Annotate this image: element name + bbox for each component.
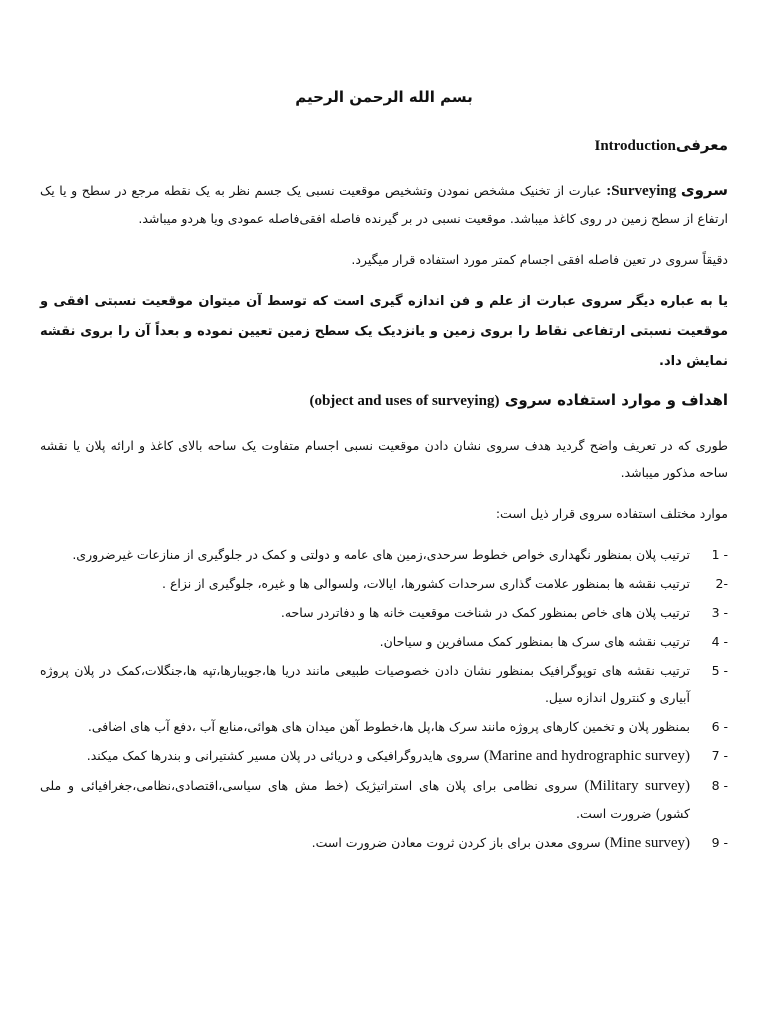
list-item-text: ترتیب پلان های خاص بمنظور کمک در شناخت موقعیت خانه ها و دفاتردر ساحه.: [280, 605, 690, 620]
list-intro: موارد مختلف استفاده سروی قرار ذیل است:: [495, 506, 728, 521]
list-item: [40, 657, 728, 711]
list-item-text: بمنظور پلان و تخمین کارهای پروژه مانند سرک ها،پل ها،خطوط آهن میدان های هوائی،منابع آب ،دفع آب های اضافی.: [87, 719, 690, 734]
definition-text: عبارت از تخنیک مشخص نمودن وتشخیص موقعیت نسبی یک جسم نظر به یک نقطه مرجع در سطح و یا یک ارتفاع از سطح زمین در روی کاغذ میباشد. موقعیت نسبی در بر گیرنده فاصله افقی‌فاصله عمودی ویا هردو میباشد.: [40, 183, 728, 226]
list-item: [40, 772, 728, 827]
list-item-number: 9 -: [711, 835, 728, 850]
list-item: [40, 599, 728, 626]
list-item-number: 7 -: [711, 748, 728, 763]
objectives-heading: [40, 391, 728, 410]
list-item-text: (Mine survey) سروی معدن برای باز کردن ثروت معادن ضرورت است.: [311, 835, 690, 851]
list-item: [40, 570, 728, 597]
objectives-heading-en: (object and uses of surveying): [309, 393, 500, 409]
definition-paragraph: [40, 177, 728, 232]
intro-heading: [40, 136, 728, 155]
list-item-number: 8 -: [711, 778, 728, 793]
list-item-english-term: (Marine and hydrographic survey): [483, 748, 690, 764]
intro-heading-en: Introduction: [594, 138, 676, 154]
list-item-text: (Military survey) سروی نظامی برای پلان های استراتیژیک (خط مش های سیاسی،اقتصادی،نظامی،جغرافیائی و ملی کشور) ضرورت است.: [40, 778, 690, 821]
precise-note: دقیقاً سروی در تعین فاصله افقی اجسام کمتر مورد استفاده قرار میگیرد.: [351, 252, 728, 267]
list-item: [40, 742, 728, 770]
list-item-text: ترتیب نقشه ها بمنظور علامت گذاری سرحدات کشورها، ایالات، ولسوالی ها و غیره، جلوگیری از نزاع .: [162, 576, 690, 591]
list-item: [40, 829, 728, 857]
list-item-english-term: (Military survey): [584, 778, 690, 794]
objectives-heading-ar: اهداف و موارد استفاده سروی: [504, 391, 728, 409]
list-item-number: 6 -: [711, 719, 728, 734]
list-item-text: ترتیب نقشه های توپوگرافیک بمنظور نشان دادن خصوصیات طبیعی مانند دریا ها،جویبارها،تپه ها،جنگلات،کمک در پلان پروژه آبیاری و کنترول اندازه سیل.: [40, 663, 690, 705]
basmala: بسم الله الرحمن الرحیم: [295, 88, 473, 106]
list-item-number: 1 -: [711, 547, 728, 562]
list-item-number: 4 -: [711, 634, 728, 649]
objectives-text: طوری که در تعریف واضح گردید هدف سروی نشان دادن موقعیت نسبی اجسام متفاوت یک ساحه بالای کاغذ و ارائه پلان یا نقشه ساحه مذکور میباشد.: [40, 438, 728, 480]
uses-list: [40, 541, 728, 857]
list-item-text: (Marine and hydrographic survey) سروی هایدروگرافیکی و دریائی در پلان مسیر کشتیرانی و بندرها کمک میکند.: [86, 748, 690, 764]
term-ar: سروی: [680, 181, 728, 199]
list-item-number: 2-: [715, 576, 728, 591]
list-item-text: ترتیب نقشه های سرک ها بمنظور کمک مسافرین و سیاحان.: [379, 634, 690, 649]
list-item: [40, 713, 728, 740]
alt-definition: یا به عباره دیگر سروی عبارت از علم و فن اندازه گیری است که توسط آن میتوان موقعیت نسبتی افقی و موقعیت نسبتی ارتفاعی نقاط را بروی زمین و یانزدیک یک سطح زمین تعیین نموده و بعداً آن را بروی نقشه نمایش داد.: [40, 294, 728, 369]
list-item-number: 5 -: [711, 663, 728, 678]
list-item-english-term: (Mine survey): [604, 835, 690, 851]
intro-heading-ar: معرفی: [675, 136, 728, 154]
term-en: Surveying:: [606, 183, 677, 199]
list-item-text: ترتیب پلان بمنظور نگهداری خواص خطوط سرحدی،زمین های عامه و دولتی و کمک در جلوگیری از منازعات غیرضروری.: [72, 547, 690, 562]
list-item: [40, 628, 728, 655]
list-item-number: 3 -: [711, 605, 728, 620]
list-item: [40, 541, 728, 568]
